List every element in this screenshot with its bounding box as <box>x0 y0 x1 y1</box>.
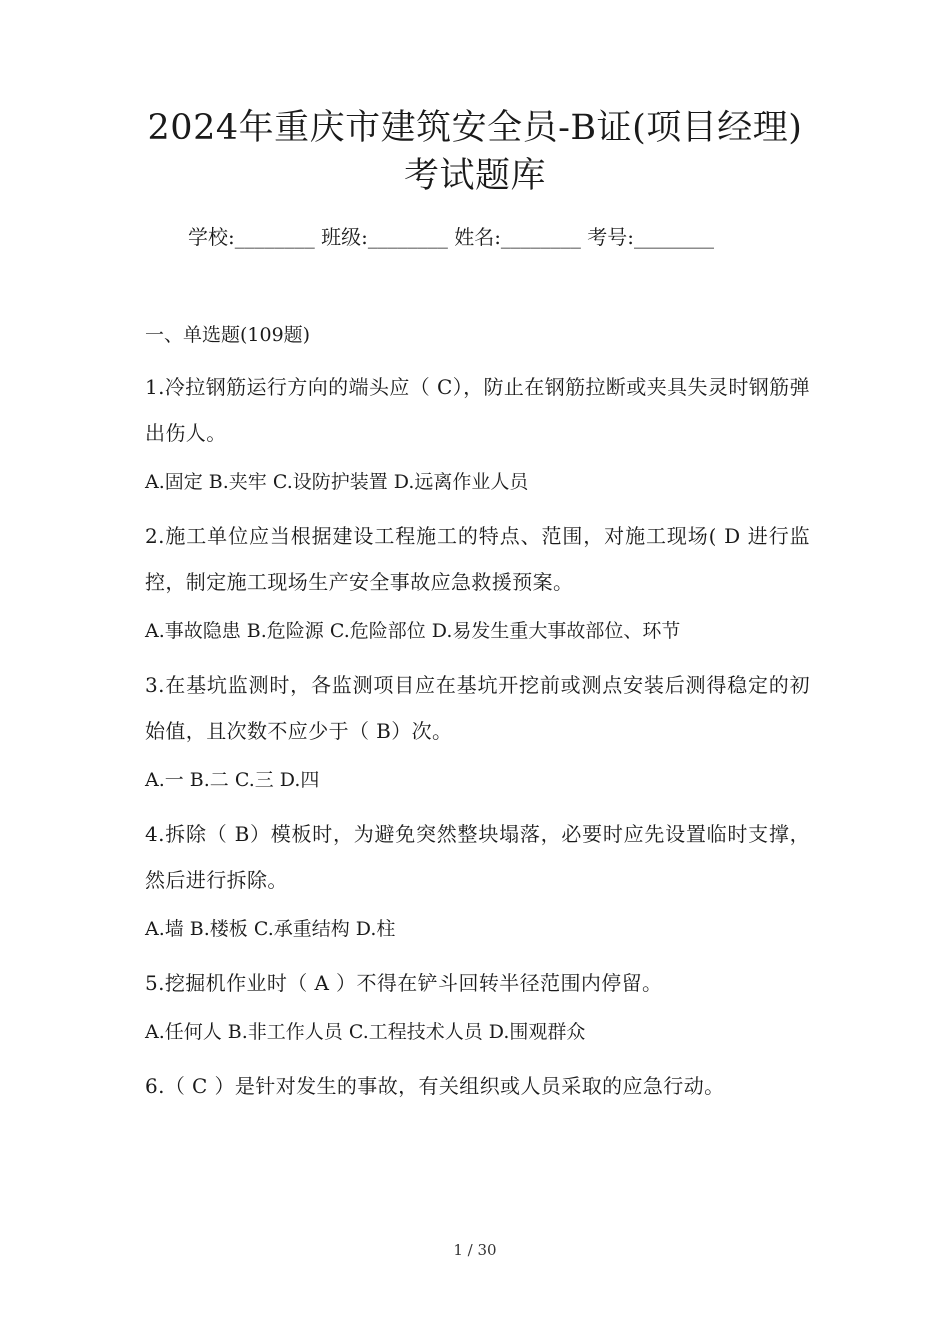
question-options: A.墙 B.楼板 C.承重结构 D.柱 <box>145 918 396 940</box>
document-title-line2: 考试题库 <box>403 156 546 196</box>
question-options: A.一 B.二 C.三 D.四 <box>145 769 320 791</box>
question-options: A.任何人 B.非工作人员 C.工程技术人员 D.围观群众 <box>145 1021 586 1043</box>
page-indicator: 1 / 30 <box>453 1241 497 1259</box>
question-options: A.事故隐患 B.危险源 C.危险部位 D.易发生重大事故部位、环节 <box>145 620 681 642</box>
question-stem: 4.拆除（ B）模板时，为避免突然整块塌落，必要时应先设置临时支撑，然后进行拆除。 <box>145 822 810 892</box>
document-title-line1: 2024年重庆市建筑安全员-B证(项目经理) <box>147 108 803 148</box>
question-stem: 5.挖掘机作业时（ A ）不得在铲斗回转半径范围内停留。 <box>145 971 663 995</box>
student-info-line: 学校:________ 班级:________ 姓名:________ 考号:________ <box>188 225 715 249</box>
question-item <box>145 960 810 1052</box>
section-heading: 一、单选题(109题) <box>145 324 311 346</box>
question-item <box>145 513 810 651</box>
question-stem: 6.（ C ）是针对发生的事故，有关组织或人员采取的应急行动。 <box>145 1074 725 1098</box>
question-stem: 1.冷拉钢筋运行方向的端头应（ C），防止在钢筋拉断或夹具失灵时钢筋弹出伤人。 <box>145 375 810 445</box>
question-list <box>145 364 810 1120</box>
question-options: A.固定 B.夹牢 C.设防护装置 D.远离作业人员 <box>145 471 529 493</box>
question-item <box>145 811 810 949</box>
question-item <box>145 1063 810 1109</box>
question-item <box>145 364 810 502</box>
question-stem: 2.施工单位应当根据建设工程施工的特点、范围，对施工现场( D 进行监控，制定施工现场生产安全事故应急救援预案。 <box>145 524 810 594</box>
question-stem: 3.在基坑监测时，各监测项目应在基坑开挖前或测点安装后测得稳定的初始值，且次数不应少于（ B）次。 <box>145 673 810 743</box>
question-item <box>145 662 810 800</box>
